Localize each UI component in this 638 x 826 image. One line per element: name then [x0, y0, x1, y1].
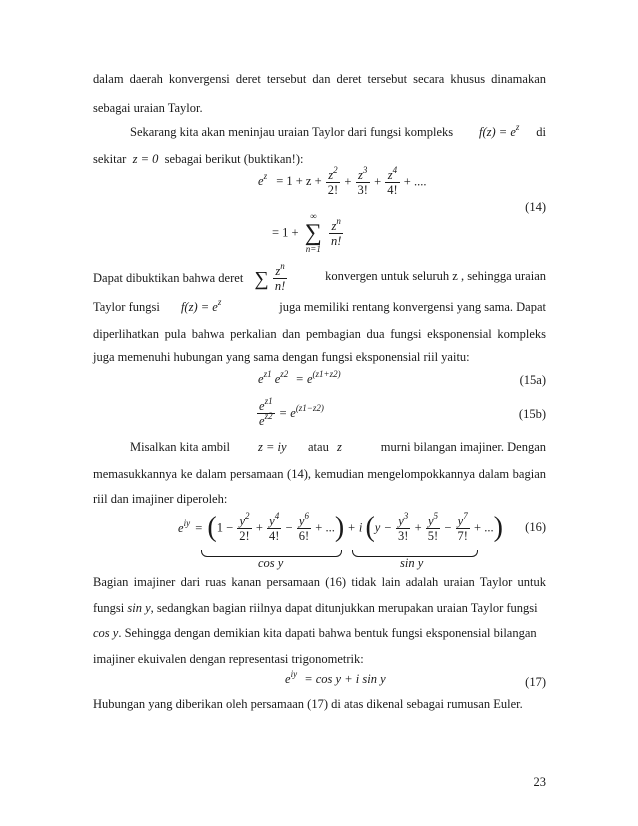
para5-line1: Bagian imajiner dari ruas kanan persamaan (16) tidak lain adalah uraian Taylor untuk: [93, 575, 546, 589]
eq14-frac-3: $\frac{z^3}{3!}$: [357, 165, 368, 197]
para3-line2: Taylor fungsi $f(z) = e^z$ juga memiliki rentang konvergensi yang sama. Dapat: [93, 297, 546, 314]
para3-line1: Dapat dibuktikan bahwa deret ∑ $\frac{z^n}{n!}$ konvergen untuk seluruh z , sehingga uraian: [93, 261, 546, 293]
eq17: $e^{iy} = \cos y + i$ sin y: [285, 669, 386, 686]
eq16: $e^{iy} = (1$ − $\frac{y^2}{2!}$ + $\frac{y^4}{4!}$ − $\frac{y^6}{6!}$ + ...) + i (y − $\frac{y^3}{3!}$ + $\frac{y^5}{5!}$ − $\frac{y^7}{7!}$ + ...): [178, 510, 503, 543]
eq16-label: (16): [525, 520, 546, 534]
para1-line2: sebagai uraian Taylor.: [93, 101, 203, 115]
para2-line2: sekitar z = 0 sebagai berikut (buktikan!):: [93, 152, 304, 166]
eq15b-label: (15b): [518, 407, 546, 421]
para5-line3: cos y. Sehingga dengan demikian kita dapati bahwa bentuk fungsi eksponensial bilangan: [93, 626, 537, 640]
para3-line4: juga memenuhi hubungan yang sama dengan fungsi eksponensial riil yaitu:: [93, 350, 470, 364]
para2-line1: Sekarang kita akan meninjau uraian Taylor dari fungsi kompleks $f(z) = e^z$ di: [130, 122, 546, 139]
eq15a-label: (15a): [519, 373, 546, 387]
page-number: 23: [533, 775, 546, 789]
para1-line1: dalam daerah konvergensi deret tersebut dan deret tersebut secara khusus dinamakan: [93, 72, 546, 86]
para5-line4: imajiner ekuivalen dengan representasi trigonometrik:: [93, 652, 364, 666]
eq14-sum-frac: $\frac{z^n}{n!}$: [330, 215, 342, 248]
para4-line1: Misalkan kita ambil z = iy atau z murni bilangan imajiner. Dengan: [130, 440, 546, 454]
fz-ez-inline: $f(z) = e^z$: [479, 122, 520, 139]
sum-symbol: ∞ ∑ n=1: [304, 211, 322, 254]
para6-line1: Hubungan yang diberikan oleh persamaan (17) di atas dikenal sebagai rumusan Euler.: [93, 697, 523, 711]
eq14-frac-2: $\frac{z^2}{2!}$: [327, 165, 339, 197]
eq15a: $e^{z1}$ $e^{z2} = e^{(z1+z2)}$: [258, 369, 341, 386]
para3-line3: diperlihatkan pula bahwa perkalian dan pembagian dua fungsi eksponensial kompleks: [93, 327, 546, 341]
eq15b: $\frac{e^{z1}}{e^{z2}}$ = $e^{(z1-z2)}$: [259, 396, 324, 428]
eq17-label: (17): [525, 675, 546, 689]
eq14-row1: $e^z = 1 + z$ + $\frac{z^2}{2!}$ + $\frac{z^3}{3!}$ + $\frac{z^4}{4!}$ + ....: [258, 165, 427, 197]
eq14-frac-4: $\frac{z^4}{4!}$: [387, 165, 398, 197]
sin-y-label: sin y: [400, 556, 424, 570]
eq14-row2: = 1 + ∞ ∑ n=1 $\frac{z^n}{n!}$: [272, 211, 342, 254]
eq14-label: (14): [525, 200, 546, 214]
para4-line2: memasukkannya ke dalam persamaan (14), kemudian mengelompokkannya dalam bagian: [93, 467, 546, 481]
cos-y-label: cos y: [258, 556, 284, 570]
para5-line2: fungsi sin y, sedangkan bagian riilnya dapat ditunjukkan merupakan uraian Taylor fungsi: [93, 601, 538, 615]
para4-line3: riil dan imajiner diperoleh:: [93, 492, 228, 506]
